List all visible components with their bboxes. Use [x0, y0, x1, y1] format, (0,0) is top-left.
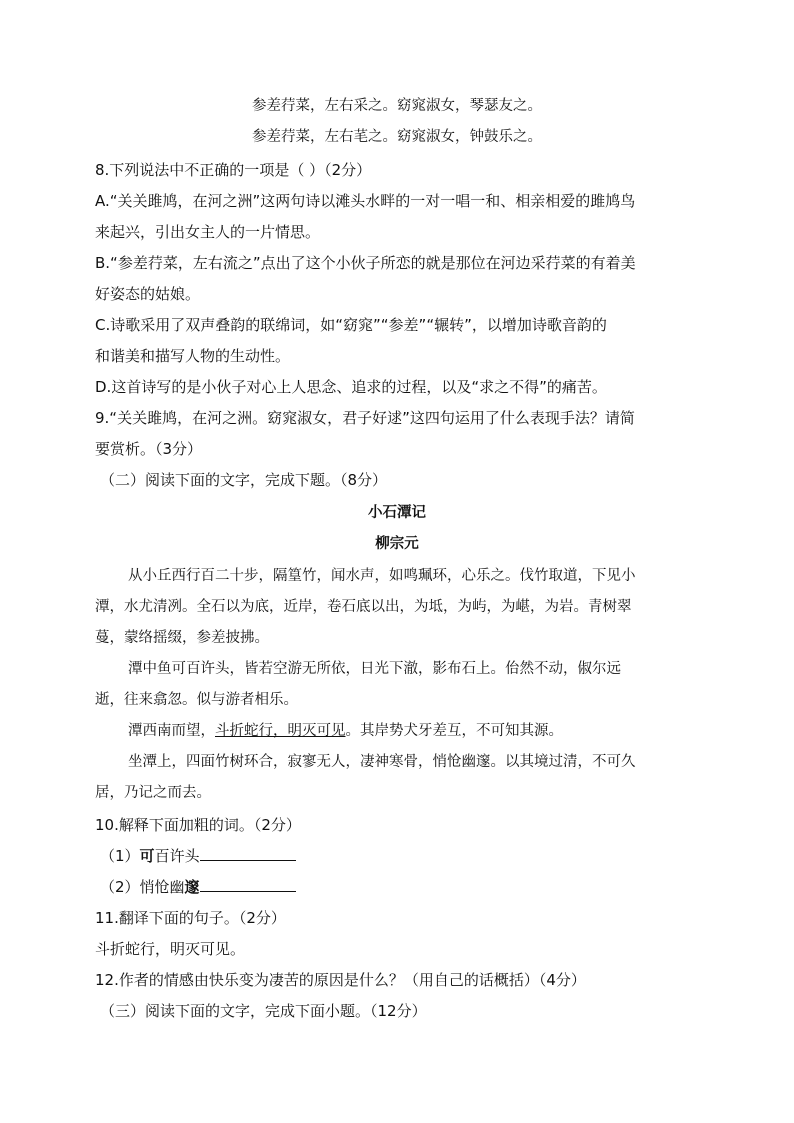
article-p3-pre: 潭西南而望， [128, 723, 215, 739]
option-c-line-1: C.诗歌采用了双声叠韵的联绵词，如“窈窕”“参差”“辗转”，以增加诗歌音韵的 [95, 316, 607, 334]
q10-item-2-bold-word: 邃 [184, 878, 200, 896]
article-p1-line-3: 蔓，蒙络摇缀，参差披拂。 [95, 630, 269, 646]
option-b-line-1: B.“参差荇菜，左右流之”点出了这个小伙子所恋的就是那位在河边采荇菜的有着美 [95, 254, 636, 272]
q10-item-2-answer-blank[interactable] [200, 877, 296, 892]
q10-item-1-bold-word: 可 [139, 847, 155, 865]
question-8-stem: 8.下列说法中不正确的一项是（ ）（2分） [95, 161, 372, 179]
article-p2-line-1: 潭中鱼可百许头，皆若空游无所依，日光下澈，影布石上。佁然不动，俶尔远 [128, 661, 621, 677]
article-p4-line-1: 坐潭上，四面竹树环合，寂寥无人，凄神寒骨，悄怆幽邃。以其境过清，不可久 [128, 754, 636, 770]
article-p3-line-1 [128, 721, 728, 741]
question-9-line-2: 要赏析。（3分） [95, 440, 203, 458]
section-2-heading: （二）阅读下面的文字，完成下题。（8分） [100, 471, 388, 489]
section-3-heading: （三）阅读下面的文字，完成下面小题。（12分） [100, 1002, 427, 1020]
question-10-item-1 [100, 846, 700, 866]
option-a-line-2: 来起兴，引出女主人的一片情思。 [95, 223, 321, 241]
poem-line-1: 参差荇菜，左右采之。窈窕淑女，琴瑟友之。 [252, 98, 542, 114]
article-p2-line-2: 逝，往来翕忽。似与游者相乐。 [95, 692, 298, 708]
question-10-item-2 [100, 877, 700, 897]
option-a-line-1: A.“关关雎鸠，在河之洲”这两句诗以滩头水畔的一对一唱一和、相亲相爱的雎鸠鸟 [95, 192, 636, 210]
article-p3-underlined: 斗折蛇行，明灭可见 [215, 723, 346, 739]
article-author: 柳宗元 [375, 535, 419, 552]
option-c-line-2: 和谐美和描写人物的生动性。 [95, 347, 291, 365]
question-10-stem: 10.解释下面加粗的词。（2分） [95, 816, 301, 834]
question-11-sentence: 斗折蛇行，明灭可见。 [95, 940, 246, 958]
q10-item-1-rest: 百许头 [154, 847, 200, 865]
q10-item-1-number: （1） [100, 847, 140, 865]
q10-item-1-answer-blank[interactable] [200, 846, 296, 861]
article-p1-line-2: 潭，水尤清冽。全石以为底，近岸，卷石底以出，为坻，为屿，为嵁，为岩。青树翠 [95, 599, 632, 615]
article-p3-post: 。其岸势犬牙差互，不可知其源。 [345, 723, 563, 739]
article-p4-line-2: 居，乃记之而去。 [95, 785, 211, 801]
option-d-line-1: D.这首诗写的是小伙子对心上人思念、追求的过程，以及“求之不得”的痛苦。 [95, 378, 607, 396]
question-11-stem: 11.翻译下面的句子。（2分） [95, 909, 286, 927]
article-title: 小石潭记 [368, 504, 426, 521]
question-12-stem: 12.作者的情感由快乐变为凄苦的原因是什么？（用自己的话概括）（4分） [95, 971, 586, 989]
option-b-line-2: 好姿态的姑娘。 [95, 285, 201, 303]
poem-line-2: 参差荇菜，左右芼之。窈窕淑女，钟鼓乐之。 [252, 129, 542, 145]
question-9-line-1: 9.“关关雎鸠，在河之洲。窈窕淑女，君子好逑”这四句运用了什么表现手法？请简 [95, 409, 635, 427]
article-p1-line-1: 从小丘西行百二十步，隔篁竹，闻水声，如鸣珮环，心乐之。伐竹取道，下见小 [128, 568, 636, 584]
q10-item-2-text: （2）悄怆幽 [100, 878, 185, 896]
